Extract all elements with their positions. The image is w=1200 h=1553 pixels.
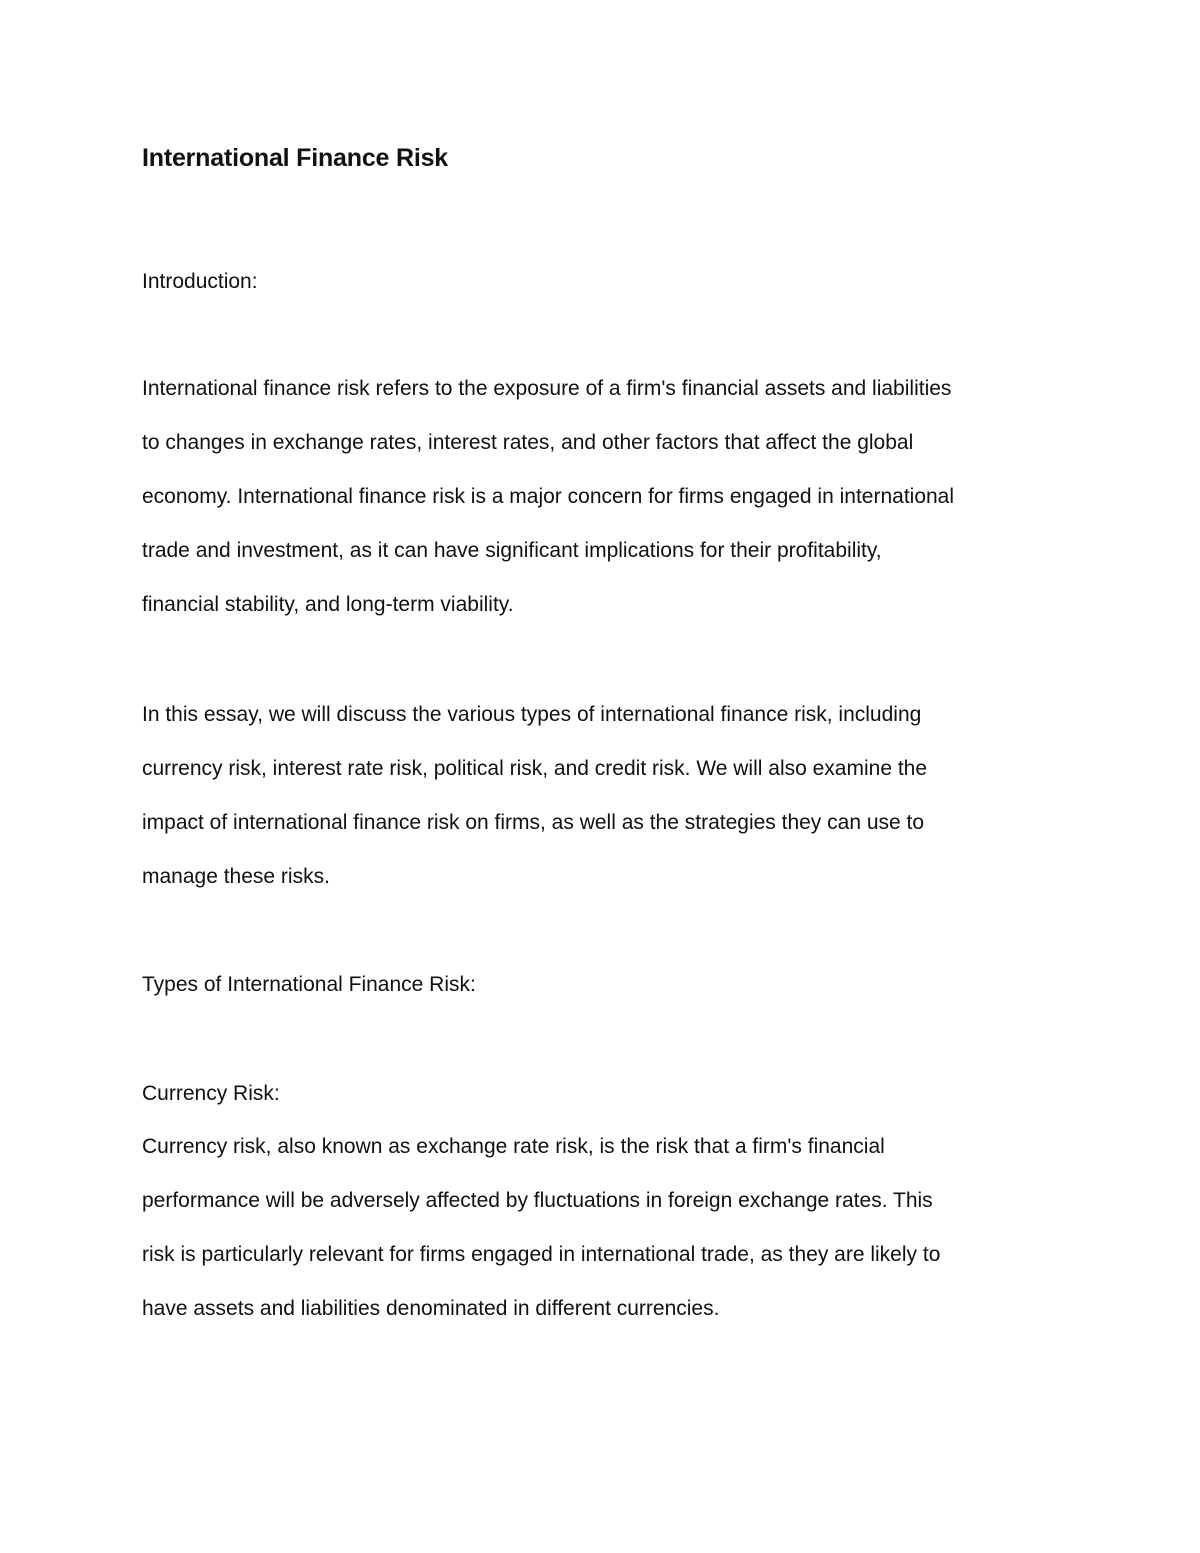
currency-risk-paragraph xyxy=(142,1120,1082,1336)
paragraph-line: manage these risks. xyxy=(142,865,330,888)
introduction-paragraph xyxy=(142,362,1082,632)
paragraph-line: currency risk, interest rate risk, political risk, and credit risk. We will also examine the xyxy=(142,757,928,780)
paragraph-line: Currency risk, also known as exchange rate risk, is the risk that a firm's financial xyxy=(142,1135,885,1158)
document-title: International Finance Risk xyxy=(142,144,448,172)
essay-overview-paragraph xyxy=(142,688,1082,904)
types-heading: Types of International Finance Risk: xyxy=(142,973,476,996)
paragraph-line: performance will be adversely affected by fluctuations in foreign exchange rates. This xyxy=(142,1189,933,1212)
paragraph-line: risk is particularly relevant for firms engaged in international trade, as they are likely to xyxy=(142,1243,941,1266)
paragraph-line: impact of international finance risk on firms, as well as the strategies they can use to xyxy=(142,811,925,834)
currency-risk-heading: Currency Risk: xyxy=(142,1082,280,1105)
paragraph-line: International finance risk refers to the exposure of a firm's financial assets and liabilities xyxy=(142,377,952,400)
paragraph-line: In this essay, we will discuss the various types of international finance risk, including xyxy=(142,703,922,726)
paragraph-line: trade and investment, as it can have significant implications for their profitability, xyxy=(142,539,882,562)
paragraph-line: financial stability, and long-term viability. xyxy=(142,593,514,616)
paragraph-line: have assets and liabilities denominated in different currencies. xyxy=(142,1297,720,1320)
introduction-heading: Introduction: xyxy=(142,270,258,293)
paragraph-line: to changes in exchange rates, interest rates, and other factors that affect the global xyxy=(142,431,914,454)
paragraph-line: economy. International finance risk is a major concern for firms engaged in international xyxy=(142,485,955,508)
